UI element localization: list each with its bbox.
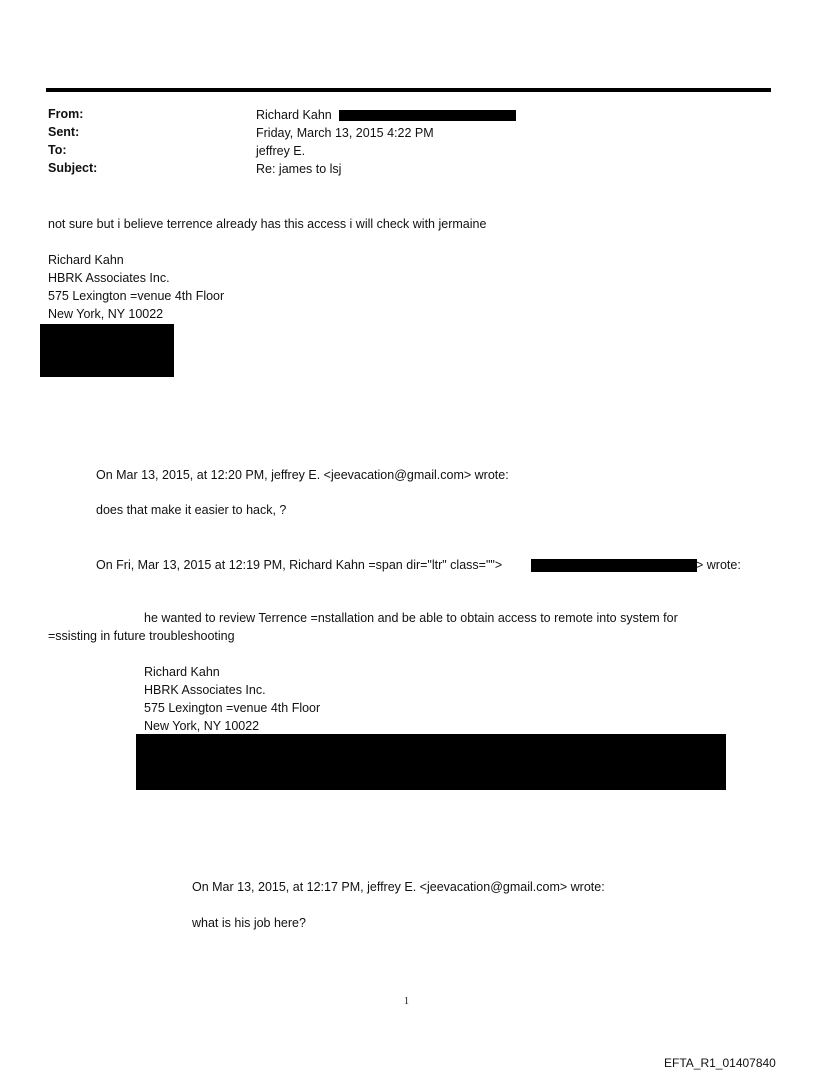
message-body: not sure but i believe terrence already has this access i will check with jermaine xyxy=(48,217,487,231)
quote-message: what is his job here? xyxy=(192,916,306,930)
quote-message: does that make it easier to hack, ? xyxy=(96,503,287,517)
quote-message-line: he wanted to review Terrence =nstallation and be able to obtain access to remote into system for xyxy=(144,611,678,625)
redaction-signature-2 xyxy=(136,734,726,790)
signature-line: New York, NY 10022 xyxy=(48,307,164,321)
signature-line: HBRK Associates Inc. xyxy=(144,683,266,697)
subject-label: Subject: xyxy=(48,161,98,175)
signature-line: Richard Kahn xyxy=(48,253,124,267)
sent-value: Friday, March 13, 2015 4:22 PM xyxy=(256,126,434,140)
quote-header: On Mar 13, 2015, at 12:17 PM, jeffrey E. <jeevacation@gmail.com> wrote: xyxy=(192,880,605,894)
to-label: To: xyxy=(48,143,67,157)
signature-line: New York, NY 10022 xyxy=(144,719,260,733)
page-number: 1 xyxy=(404,996,409,1007)
to-value: jeffrey E. xyxy=(256,144,306,158)
quote-header-suffix: > wrote: xyxy=(696,558,741,572)
document-id: EFTA_R1_01407840 xyxy=(664,1056,776,1070)
signature-line: 575 Lexington =venue 4th Floor xyxy=(48,289,225,303)
from-value: Richard Kahn xyxy=(256,108,332,122)
from-label: From: xyxy=(48,107,84,121)
quote-header-prefix: On Fri, Mar 13, 2015 at 12:19 PM, Richard Kahn =span dir="ltr" class=""> xyxy=(96,558,503,572)
quote-message-line: =ssisting in future troubleshooting xyxy=(48,629,235,643)
redaction-signature xyxy=(40,324,174,377)
redaction-email xyxy=(531,559,697,572)
signature-line: Richard Kahn xyxy=(144,665,220,679)
sent-label: Sent: xyxy=(48,125,80,139)
quote-header: On Mar 13, 2015, at 12:20 PM, jeffrey E. <jeevacation@gmail.com> wrote: xyxy=(96,468,509,482)
header-rule xyxy=(46,88,771,92)
redaction-from-email xyxy=(339,110,516,121)
signature-line: HBRK Associates Inc. xyxy=(48,271,170,285)
signature-line: 575 Lexington =venue 4th Floor xyxy=(144,701,321,715)
subject-value: Re: james to lsj xyxy=(256,162,342,176)
